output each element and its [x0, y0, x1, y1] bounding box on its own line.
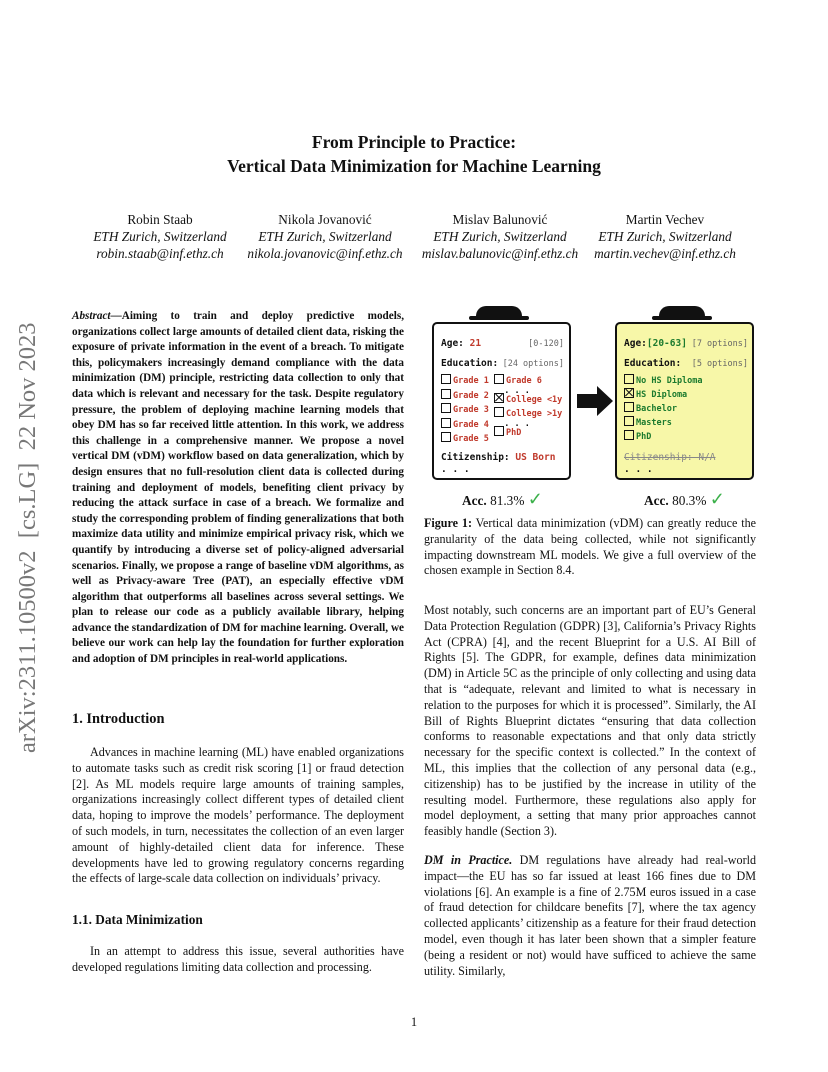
education-list-1: [441, 374, 489, 447]
checkbox-icon: [441, 389, 451, 399]
caption-label: Figure 1:: [424, 516, 472, 530]
checkbox-option[interactable]: College >1y: [494, 407, 562, 422]
education-list-2: [494, 374, 562, 440]
age-field: [624, 338, 687, 349]
author-email[interactable]: robin.staab@inf.ethz.ch: [96, 246, 224, 261]
checkbox-option[interactable]: No HS Diploma: [624, 374, 703, 388]
clipboard-clip: [652, 316, 712, 320]
checkbox-option[interactable]: PhD: [494, 426, 562, 441]
education-options: [5 options]: [691, 359, 748, 369]
author-name: Robin Staab: [127, 212, 193, 227]
checkbox-option[interactable]: Masters: [624, 416, 703, 430]
paragraph-label: DM in Practice.: [424, 853, 513, 867]
checkbox-option[interactable]: Grade 3: [441, 403, 489, 418]
ellipsis: . . .: [494, 385, 530, 396]
author-affiliation: ETH Zurich, Switzerland: [433, 229, 567, 244]
checkbox-icon: [441, 418, 451, 428]
paragraph: Most notably, such concerns are an important part of EU’s General Data Protection Regulation (GDPR) [3], California’s Privacy Rights Act (CPRA) [4], and the recent Blueprint for a U.S. AI Bill of Rights [5]. The GDPR, for example, defines data minimization (DM) in Article 5C as the principle of only collecting and using data that is “adequate, relevant and limited to what is necessary in relation to the purposes for which it is processed”. Similarly, the AI Bill of Rights Blueprint dictates “ensuring that data collection conforms to reasonable expectations and that only data strictly necessary for the specific context is collected.” In the context of ML, this implies that the collection of any personal data (e.g., citizenship) has to be justified by the increase in utility of the resulting model. Furthermore, these regulations also apply for model deployment, a setting that many prior approaches cannot feasibly handle (Section 3).: [424, 603, 756, 839]
author-affiliation: ETH Zurich, Switzerland: [93, 229, 227, 244]
abstract-label: Abstract: [72, 310, 111, 322]
age-label: Age:: [624, 338, 647, 349]
author-email[interactable]: martin.vechev@inf.ethz.ch: [594, 246, 736, 261]
author-block: [415, 211, 585, 262]
checkbox-icon: [441, 374, 451, 384]
title-line-1: From Principle to Practice:: [311, 132, 517, 152]
checkbox-option[interactable]: Grade 4: [441, 418, 489, 433]
arrow-right-icon: [577, 386, 613, 416]
checkbox-icon: [494, 374, 504, 384]
abstract-text: —Aiming to train and deploy predictive models, organizations collect large amounts of detailed client data, risking the exposure of private information in the event of a breach. To mitigate this, policymakers increasingly demand compliance with the data minimization (DM) principle, restricting data collection to only that data which is relevant and necessary for the task. Despite regulatory pressure, the problem of deploying machine learning models that obey DM has so far received little attention. In this work, we address this challenge in a comprehensive manner. We propose a novel vertical DM (vDM) workflow based on data generalization, which by design ensures that no full-resolution client data is collected during training and deployment of models, benefiting client privacy by reducing the attack surface in case of a breach. We formalize and study the corresponding problem of finding generalizations that both maximize data utility and minimize empirical privacy risk, which we quantify by introducing a diverse set of policy-aligned adversarial scenarios. Finally, we propose a range of baseline vDM algorithms, as well as Privacy-aware Tree (PAT), an especially effective vDM algorithm that outperforms all baselines across several settings. We plan to release our code as a publicly available library, helping advance the standardization of DM for machine learning. Overall, we believe our work can help lay the foundation for further exploration and adoption of DM principles in real-world applications.: [72, 310, 404, 666]
dm-paragraph: [72, 944, 404, 976]
title-line-2: Vertical Data Minimization for Machine Learning: [227, 156, 601, 176]
right-paragraph-1: [424, 603, 756, 840]
checkbox-option[interactable]: Grade 2: [441, 389, 489, 404]
checkbox-icon: [624, 430, 634, 440]
education-options: [24 options]: [502, 359, 564, 369]
author-email[interactable]: nikola.jovanovic@inf.ethz.ch: [247, 246, 403, 261]
paragraph: Advances in machine learning (ML) have enabled organizations to automate tasks such as credit risk scoring [1] or fraud detection [2]. As ML models require large amounts of training samples, organizations increasingly collect different types of detailed client data, hoping to improve the models’ performance. The deployment of such models, in turn, necessitates the collection of an even larger amount of highly-detailed client data for inference. These developments have led to growing regulatory concerns regarding the effects of large-scale data collection on individuals’ privacy.: [72, 745, 404, 886]
age-label: Age:: [441, 338, 464, 349]
accuracy-value: 81.3%: [490, 493, 525, 508]
checkbox-icon: [441, 432, 451, 442]
arxiv-stamp: [8, 283, 44, 755]
checkbox-icon: [624, 402, 634, 412]
author-block: [240, 211, 410, 262]
checkbox-option-checked[interactable]: HS Diploma: [624, 388, 703, 402]
age-range: [7 options]: [691, 339, 748, 349]
page-number: 1: [410, 1015, 418, 1029]
citizenship-label: Citizenship:: [441, 452, 510, 463]
paper-title: [0, 130, 828, 178]
caption-text: Vertical data minimization (vDM) can greatly reduce the granularity of the data being collected, while not significantly impacting downstream ML models. We give a full overview of the chosen example in Section 8.4.: [424, 516, 756, 578]
section-heading-introduction: 1. Introduction: [72, 711, 165, 727]
checkmark-icon: ✓: [527, 489, 543, 509]
author-name: Nikola Jovanović: [278, 212, 372, 227]
author-block: [75, 211, 245, 262]
ellipsis: . . .: [494, 418, 530, 429]
figure-caption: [424, 516, 756, 579]
author-name: Martin Vechev: [625, 212, 705, 227]
age-field: [441, 338, 481, 349]
author-affiliation: ETH Zurich, Switzerland: [598, 229, 732, 244]
arxiv-id: arXiv:2311.10500v2 [cs.LG] 22 Nov 2023: [14, 322, 41, 753]
checkbox-icon: [624, 374, 634, 384]
author-email[interactable]: mislav.balunovic@inf.ethz.ch: [421, 246, 579, 261]
citizenship-removed: Citizenship: N/A: [624, 452, 716, 463]
age-value: 21: [469, 338, 482, 349]
checkbox-option[interactable]: PhD: [624, 430, 703, 444]
age-value: [20-63]: [646, 338, 687, 349]
ellipsis: . . .: [441, 464, 470, 475]
paragraph: In an attempt to address this issue, several authorities have developed regulations limiting data collection and processing.: [72, 944, 404, 974]
checkbox-option[interactable]: Grade 6: [494, 374, 562, 389]
paragraph: DM regulations have already had real-world impact—the EU has so far issued at least 166 fines due to DM violations [6]. An example is a fine of 2.75M euros issued in a case of fraud detection for childcare benefits [7], where the tax agency collected applicants’ citizenship as a feature for their fraud detection model, even though it has later been shown that a simpler feature (being a resident or not) would have sufficed to achieve the same utility. Similarly,: [424, 853, 757, 978]
accuracy-value: 80.3%: [672, 493, 707, 508]
author-affiliation: ETH Zurich, Switzerland: [258, 229, 392, 244]
form-minimized: [615, 322, 754, 480]
checkbox-icon: [494, 426, 504, 436]
checkmark-icon: ✓: [709, 489, 725, 509]
author-name: Mislav Balunović: [452, 212, 548, 227]
education-label: Education:: [624, 358, 682, 369]
accuracy-minimized: [644, 489, 725, 510]
checkbox-option[interactable]: Grade 1: [441, 374, 489, 389]
citizenship-field: [441, 452, 555, 463]
checkbox-icon: [624, 416, 634, 426]
clipboard-clip: [469, 316, 529, 320]
ellipsis: . . .: [624, 464, 653, 475]
intro-paragraph: [72, 745, 404, 887]
checkbox-option[interactable]: Grade 5: [441, 432, 489, 447]
form-original: [432, 322, 571, 480]
subsection-heading-data-minimization: 1.1. Data Minimization: [72, 912, 203, 927]
figure-1: [424, 306, 756, 514]
right-paragraph-2: [424, 853, 756, 979]
checkbox-icon: [494, 407, 504, 417]
author-block: [580, 211, 750, 262]
age-range: [0-120]: [528, 339, 564, 349]
citizenship-value: US Born: [515, 452, 556, 463]
accuracy-original: [462, 489, 543, 510]
checkbox-icon: [441, 403, 451, 413]
education-list: [624, 374, 703, 444]
education-label: Education:: [441, 358, 499, 369]
accuracy-label: Acc.: [644, 493, 669, 508]
accuracy-label: Acc.: [462, 493, 487, 508]
checkbox-option[interactable]: Bachelor: [624, 402, 703, 416]
checked-checkbox-icon: [494, 393, 504, 403]
abstract: [72, 309, 404, 668]
checkbox-option-checked[interactable]: College <1y: [494, 393, 562, 408]
checked-checkbox-icon: [624, 388, 634, 398]
